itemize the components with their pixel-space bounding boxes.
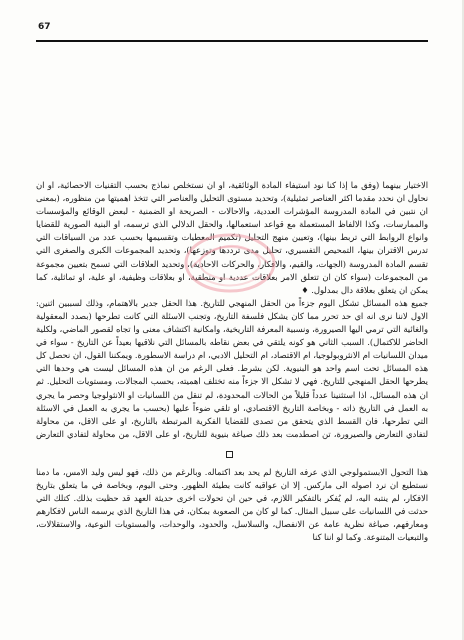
paragraph-2: جميع هذه المسائل تشكل اليوم جزءاً من الحقل المنهجي للتاريخ. هذا الحقل جدير بالاهتمام، وذلك لسببين اثنين: الاول لاننا نرى انه اي حد تحرر مما كان يشكل فلسفة التاريخ، وتجنب الاسئلة التي كانت تطرحها (بصدد المعقولية والغائية التي ترمي اليها الصيرورة، ونسبية المعرفة التاريخية، وامكانية اكتشاف معنى وا تجاه لقصور الماضي، ولكلية الحاضر للاكتمال). السبب الثاني هو كونه يلتقي في بعض نقاطه بالمسائل التي نلاقيها بعيداً عن التاريخ - سواء في ميدان اللسانيات ام الانثروبولوجيا، ام الاقتصاد، ام التحليل الادبي، ام دراسة الاسطورة. ويمكننا القول، ان نحصل كل هذه المسائل تحت اسم واحد هو البنيوية. لكن بشرط. فعلى الرغم من ان هذه المسائل ليست هي وحدها التي يطرحها الحقل المنهجي للتاريخ. فهي لا تشكل الا جزءاً منه تختلف اهميته، بحسب المجالات، ومستويات التحليل. ثم ان هذه المسائل، اذا استثنينا عدداً قليلاً من الحالات المحدودة، لم تنقل من اللسانيات او الانثولوجيا وحصر ما يجري به العمل في التاريخ ذاته - وبخاصة التاريخ الاقتصادي، او تلقي ضوءاً عليها (بحسب ما يجري به العمل في الاسئلة التي تطرحها، فان القسط الذي يتحقق من تصدى للقضايا الفكرية المرتبطة بالتاريخ، او على الاقل، من محاولة لتفادي التعارض والصيرورة، تن اصطدمت بعد ذلك صياغة بنيوية للتاريخ، او على الاقل، من محاولة لتفادي التعارض bbox=[36, 297, 428, 439]
header-rule bbox=[36, 40, 428, 42]
lower-text-block bbox=[36, 466, 428, 640]
page-number: 67 bbox=[38, 22, 51, 32]
section-divider-square bbox=[226, 451, 233, 458]
paragraph-1: الاختيار بينهما (وفق ما إذا كنا نود استيفاء المادة الوثائقية، او ان نستخلص نماذج بحسب التقنيات الاحصائية، او ان نحاول ان نحدد مقدما اكثر العناصر تمثيلية)، وتحديد مستوى التحليل والعناصر التي تتخذ اهميتها من منظوره، (بمعنى ان نتبين في المادة المدروسة المؤشرات العددية، والاحالات - الصريحة او الضمنية - لبعض الوقائع والمؤسسات والممارسات، وكذا الالفاظ المستعملة مع قواعد استعمالها، والحقل الدلالي الذي ترسمه، او البنية الصورية للقضايا وانواع الروابط التي تربط بينها)، وتعيين منهج التحليل (تكميم المعطيات وتقسيمها بحسب عدد من السياقات التي تدرس الاقتران بينها، التمحيص التفسيري، تحليل مدى ترددها وتوزعها)، وتحديد المجموعات الكبرى والصغرى التي تقسم المادة المدروسة (الجهات، والقيم، والافكار، والحركات الاحادية)، وتحديد العلاقات التي تسمح بتعيين مجموعة من المجموعات (سواء كان ان تتعلق الامر بعلاقات عددية او منطقية، او بعلاقات وظيفية، او علية، او تماثلية، كما يمكن ان يتعلق بعلاقة دال بمدلول. ♦ bbox=[36, 180, 428, 295]
paragraph-3: هذا التحول الابستمولوجي الذي عرفه التاريخ لم يحد بعد اكتماله. وبالرغم من ذلك، فهو ليس وليد الامس، ما دمنا نستطيع ان نرد اصوله الى ماركس. إلا ان عواقبه كانت بطيئة الظهور. وحتى اليوم، وبخاصة في ما يتعلق بتاريخ الافكار، لم ينتبه اليه، لم يُفكر بالتفكير اللازم، في حين ان تحولات اخرى حديثة العهد قد حظيت بذلك. كتلك التي حدثت في اللسانيات على سبيل المثال. كما لو كان من الصعوبة بمكان، في هذا التاريخ الذي يرسمه الناس لافكارهم ومعارفهم، صياغة نظرية عامة عن الانفصال، والسلاسل، والحدود، والوحدات، والمستويات النوعية، والاستقلالات، والتبعيات المتنوعة. وكما لو اننا كنا bbox=[36, 467, 428, 543]
upper-text-block bbox=[36, 179, 428, 442]
